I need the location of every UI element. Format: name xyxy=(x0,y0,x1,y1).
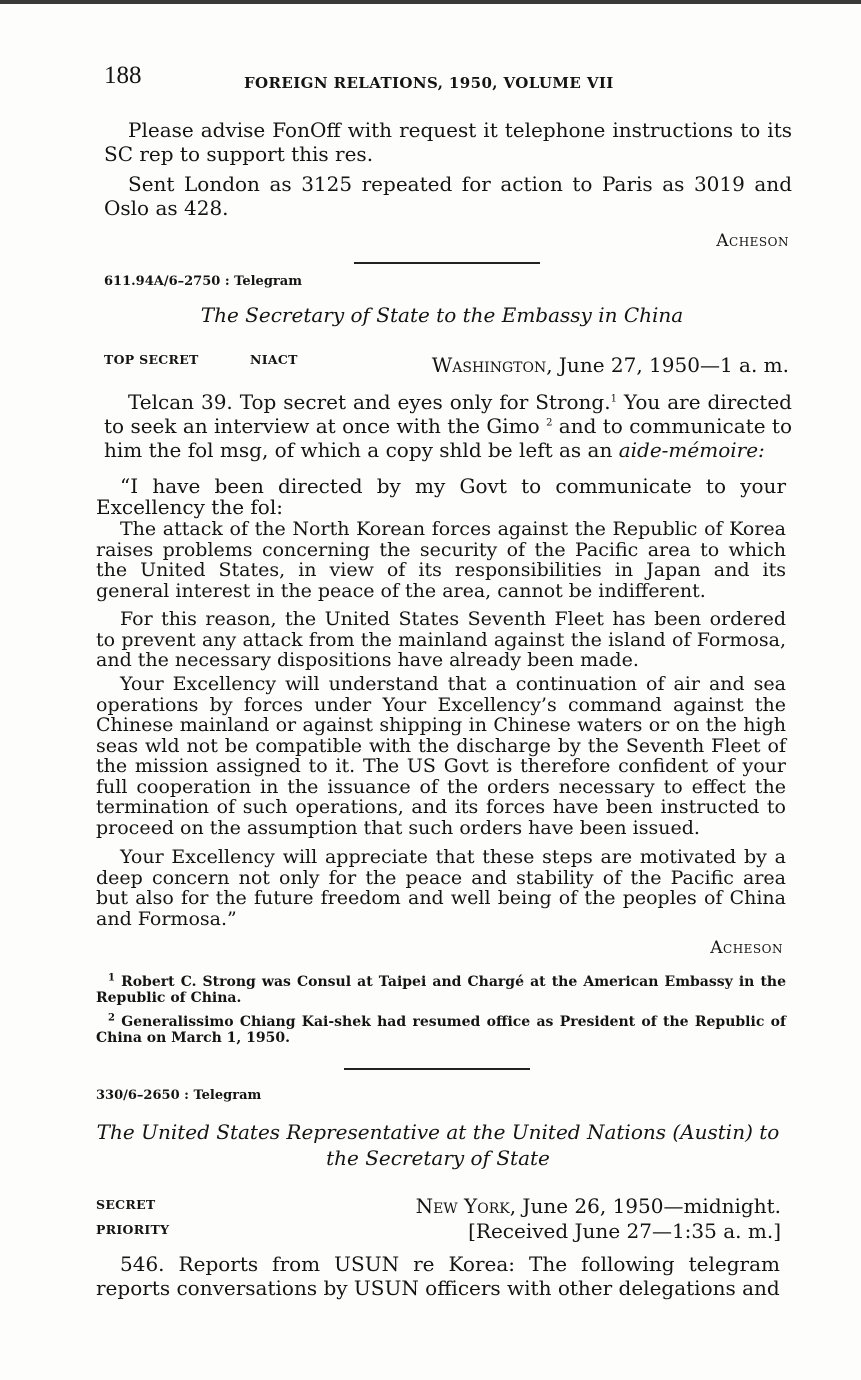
doc3-title-line-2: the Secretary of State xyxy=(326,1146,550,1170)
doc2-dateline xyxy=(432,353,789,377)
doc3-dateline-place: New York xyxy=(415,1194,510,1218)
message-paragraph-4: Your Excellency will appreciate that these steps are motivated by a deep concern not only for the peace and stability of the Pacific area but also for the future freedom and well being of the peoples of China and Formosa.” xyxy=(96,846,786,930)
footnote-ref-2: 2 xyxy=(546,417,553,429)
doc1-signature: Acheson xyxy=(716,231,789,251)
section-divider-1 xyxy=(354,262,540,264)
doc3-paragraph-1: 546. Reports from USUN re Korea: The following telegram reports conversations by USUN officers with other delegations and xyxy=(96,1252,780,1300)
doc1-paragraph-1: Please advise FonOff with request it telephone instructions to its SC rep to support this res. xyxy=(104,118,792,166)
message-paragraph-1: The attack of the North Korean forces against the Republic of Korea raises problems concerning the security of the Pacific area to which the United States, in view of its responsibilities in Japan and its general interest in the peace of the area, cannot be indifferent. xyxy=(96,518,786,602)
message-paragraph-2: For this reason, the United States Seventh Fleet has been ordered to prevent any attack from the mainland against the island of Formosa, and the necessary dispositions have already been made. xyxy=(96,608,786,671)
doc2-intro-a: Telcan 39. Top secret and eyes only for Strong. xyxy=(128,390,611,414)
footnote-1-mark: 1 xyxy=(108,972,115,984)
footnote-1 xyxy=(96,974,786,1006)
message-opening: “I have been directed by my Govt to communicate to your Excellency the fol: xyxy=(96,474,786,519)
doc2-dateline-date: , June 27, 1950—1 a. m. xyxy=(546,353,789,377)
doc2-signature: Acheson xyxy=(710,938,783,958)
footnote-2 xyxy=(96,1014,786,1046)
doc3-precedence: PRIORITY xyxy=(96,1222,170,1237)
doc3-title-line-1: The United States Representative at the United Nations (Austin) to xyxy=(96,1120,780,1144)
doc1-paragraph-2: Sent London as 3125 repeated for action to Paris as 3019 and Oslo as 428. xyxy=(104,172,792,220)
footnote-2-text: Generalissimo Chiang Kai-shek had resumed office as President of the Republic of China on March 1, 1950. xyxy=(96,1014,786,1046)
message-paragraph-3: Your Excellency will understand that a continuation of air and sea operations by forces under Your Excellency’s command against the Chinese mainland or against shipping in Chinese waters or on the high seas wld not be compatible with the discharge by the Seventh Fleet of the mission assigned to it. The US Govt is therefore confident of your full cooperation in the issuance of the orders necessary to effect the termination of such operations, and its forces have been instructed to proceed on the assumption that such orders have been issued. xyxy=(96,673,786,839)
doc3-file-reference: 330/6–2650 : Telegram xyxy=(96,1088,262,1103)
doc2-title: The Secretary of State to the Embassy in China xyxy=(200,303,684,327)
footnote-1-text: Robert C. Strong was Consul at Taipei and Chargé at the American Embassy in the Republic of China. xyxy=(96,974,787,1006)
doc2-dateline-place: Washington xyxy=(431,353,547,377)
doc2-intro-paragraph xyxy=(104,390,792,462)
footnote-2-mark: 2 xyxy=(108,1012,115,1024)
doc2-intro-aide-memoire: aide-mémoire: xyxy=(618,438,765,462)
section-divider-2 xyxy=(344,1068,530,1070)
page-number: 188 xyxy=(104,62,142,89)
doc3-received-line: [Received June 27—1:35 a. m.] xyxy=(468,1219,781,1243)
running-head: FOREIGN RELATIONS, 1950, VOLUME VII xyxy=(244,74,614,92)
doc2-file-reference: 611.94A/6–2750 : Telegram xyxy=(104,274,302,289)
doc2-precedence: NIACT xyxy=(250,352,298,367)
doc2-intro-c: and to communicate to him the fol msg, of which a copy shld be left as an xyxy=(104,414,792,462)
doc3-dateline xyxy=(416,1194,781,1218)
page-top-edge xyxy=(0,0,861,4)
doc2-intro-b: You are directed to seek an interview at once with the Gimo xyxy=(104,390,792,438)
doc3-dateline-date: , June 26, 1950—midnight. xyxy=(509,1194,781,1218)
footnote-ref-1: 1 xyxy=(610,393,617,405)
doc3-classification: SECRET xyxy=(96,1197,156,1212)
doc2-classification: TOP SECRET xyxy=(104,352,199,367)
